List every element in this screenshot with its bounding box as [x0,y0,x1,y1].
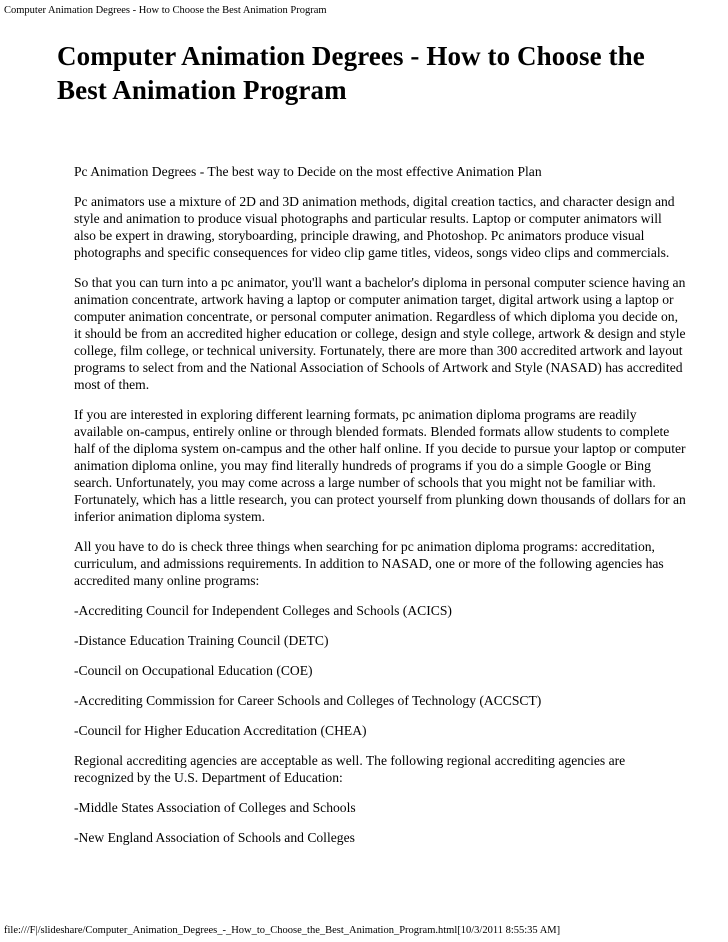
print-footer: file:///F|/slideshare/Computer_Animation_Degrees_-_How_to_Choose_the_Best_Animation_Program.html[10/3/2011 8:55:35 AM] [4,925,561,936]
list-item-new-england: -New England Association of Schools and Colleges [74,830,355,845]
paragraph-learning-formats: If you are interested in exploring different learning formats, pc animation diploma programs are readily available on-campus, entirely online or through blended formats. Blended formats allow students to complete half of the diploma system on-campus and the other half online. If you decide to pursue your laptop or computer animation diploma online, you may find literally hundreds of programs if you do a simple Google or Bing search. Unfortunately, you may come across a large number of schools that you might not be familiar with. Fortunately, which has a little research, you can protect yourself from plunking down thousands of dollars for an inferior animation diploma system. [74,407,686,524]
article-title: Computer Animation Degrees - How to Choose the Best Animation Program [57,41,645,105]
list-item-acics: -Accrediting Council for Independent Colleges and Schools (ACICS) [74,603,452,618]
print-header: Computer Animation Degrees - How to Choose the Best Animation Program [4,5,327,16]
article-body [74,163,686,859]
paragraph-degree-requirements: So that you can turn into a pc animator, you'll want a bachelor's diploma in personal computer science having an animation concentrate, artwork having a laptop or computer animation target, digital artwork using a laptop or computer animation concentrate, or personal computer animation. Regardless of which diploma you decide on, it should be from an accredited higher education or college, design and style college, artwork & design and style college, film college, or technical university. Fortunately, there are more than 300 accredited artwork and layout programs to select from and the National Association of Schools of Artwork and Style (NASAD) has accredited most of them. [74,275,686,392]
article-subtitle: Pc Animation Degrees - The best way to Decide on the most effective Animation Plan [74,164,542,179]
paragraph-intro: Pc animators use a mixture of 2D and 3D animation methods, digital creation tactics, and character design and style and animation to produce visual photographs and particular results. Laptop or computer animators will also be expert in drawing, storyboarding, principle drawing, and Photoshop. Pc animators produce visual photographs and specific consequences for video clip game titles, videos, songs video clips and commercials. [74,194,675,260]
list-item-middle-states: -Middle States Association of Colleges and Schools [74,800,356,815]
paragraph-regional-agencies: Regional accrediting agencies are acceptable as well. The following regional accrediting agencies are recognized by the U.S. Department of Education: [74,753,626,785]
list-item-coe: -Council on Occupational Education (COE) [74,663,313,678]
list-item-chea: -Council for Higher Education Accreditation (CHEA) [74,723,367,738]
list-item-accsct: -Accrediting Commission for Career Schools and Colleges of Technology (ACCSCT) [74,693,542,708]
paragraph-checklist: All you have to do is check three things when searching for pc animation diploma programs: accreditation, curriculum, and admissions requirements. In addition to NASAD, one or more of the following agencies has accredited many online programs: [74,539,664,588]
list-item-detc: -Distance Education Training Council (DETC) [74,633,329,648]
